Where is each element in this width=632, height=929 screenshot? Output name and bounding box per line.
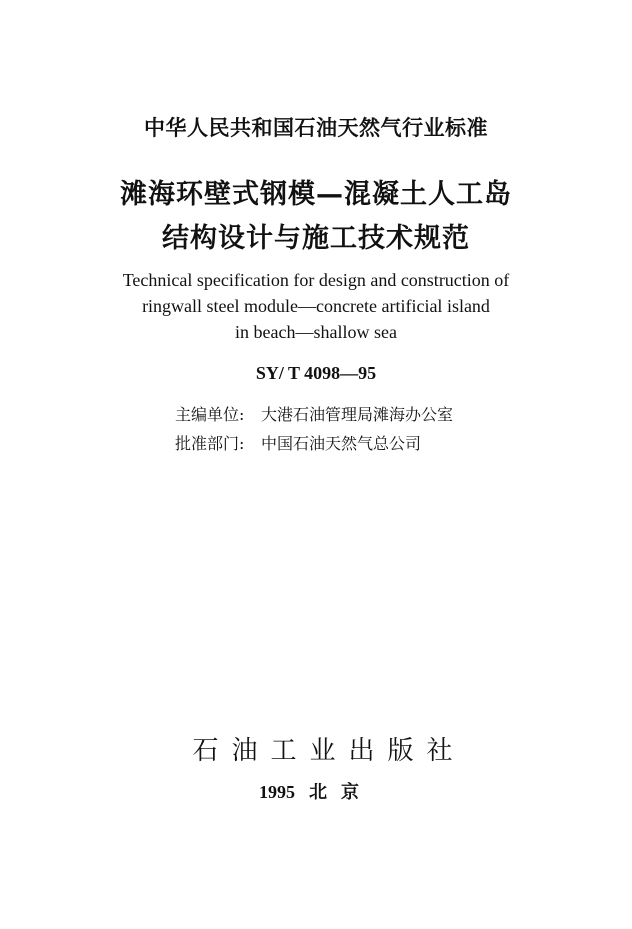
- title-en-line-3: in beach—shallow sea: [235, 322, 397, 342]
- title-en-line-1: Technical specification for design and construction of: [122, 270, 510, 290]
- approver-row: [175, 431, 421, 454]
- approver-label: 批准部门:: [175, 434, 245, 453]
- standard-series-heading: 中华人民共和国石油天然气行业标准: [144, 116, 488, 140]
- editor-row: [175, 402, 453, 425]
- standard-code: SY/ T 4098—95: [255, 363, 377, 383]
- title-en-line-2: ringwall steel module—concrete artificial island: [142, 296, 490, 316]
- imprint-line: [0, 778, 632, 804]
- publication-city: 北京: [309, 782, 373, 803]
- publisher-name: 石油工业出版社: [192, 736, 466, 766]
- publication-year: 1995: [259, 782, 295, 802]
- title-cn-line-1: 滩海环壁式钢模—混凝土人工岛: [120, 179, 512, 210]
- title-cn-line-2: 结构设计与施工技术规范: [162, 223, 470, 254]
- approver-value: 中国石油天然气总公司: [261, 434, 422, 453]
- editor-value: 大港石油管理局滩海办公室: [261, 405, 454, 424]
- editor-label: 主编单位:: [175, 405, 245, 424]
